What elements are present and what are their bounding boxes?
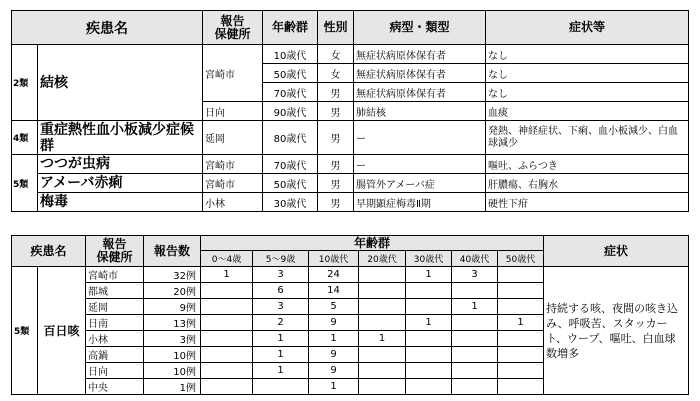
header-count: 報告数 (144, 236, 201, 267)
age-header: 50歳代 (498, 251, 544, 267)
office-cell: 日向 (203, 102, 263, 121)
age-cell: 1 (359, 331, 406, 347)
age-cell (406, 379, 452, 395)
age-cell: 9 (309, 315, 359, 331)
count-cell: 13例 (144, 315, 201, 331)
age-cell: 1 (452, 299, 498, 315)
age-cell (498, 299, 544, 315)
class-label: 4類 (12, 121, 38, 155)
age-cell (406, 299, 452, 315)
age-cell (498, 347, 544, 363)
age-header: 40歳代 (452, 251, 498, 267)
header-sex: 性別 (318, 11, 354, 45)
age-cell: 30歳代 (263, 193, 318, 212)
age-header: 0～4歳 (201, 251, 253, 267)
age-cell: 1 (253, 331, 309, 347)
table-row (12, 155, 689, 174)
age-cell (452, 331, 498, 347)
count-cell: 1例 (144, 379, 201, 395)
age-cell: 24 (309, 267, 359, 283)
age-cell (452, 283, 498, 299)
disease-name: 結核 (38, 45, 203, 121)
age-cell (253, 379, 309, 395)
age-cell (406, 283, 452, 299)
symptom-cell: 血痰 (486, 102, 689, 121)
sex-cell: 男 (318, 102, 354, 121)
age-cell (498, 363, 544, 379)
class-label: 5類 (12, 267, 38, 395)
age-cell: 80歳代 (263, 121, 318, 155)
class-label: 2類 (12, 45, 38, 121)
office-cell: 小林 (86, 331, 144, 347)
age-cell: 1 (406, 267, 452, 283)
age-header: 20歳代 (359, 251, 406, 267)
table-row (12, 267, 689, 283)
age-cell: 1 (498, 315, 544, 331)
symptom-cell: 嘔吐、ふらつき (486, 155, 689, 174)
age-cell (359, 283, 406, 299)
age-cell: 3 (452, 267, 498, 283)
age-header: 10歳代 (309, 251, 359, 267)
table-row (12, 193, 689, 212)
age-header: 30歳代 (406, 251, 452, 267)
age-cell (359, 379, 406, 395)
count-cell: 10例 (144, 363, 201, 379)
infectious-disease-report-table (11, 10, 689, 212)
age-cell: 9 (309, 363, 359, 379)
type-cell: 肺結核 (354, 102, 486, 121)
age-cell (498, 331, 544, 347)
age-cell (359, 299, 406, 315)
office-cell: 宮崎市 (86, 267, 144, 283)
age-cell (498, 379, 544, 395)
age-cell: 1 (309, 331, 359, 347)
table-row (12, 174, 689, 193)
disease-name: 梅毒 (38, 193, 203, 212)
age-cell: 10歳代 (263, 45, 318, 64)
age-cell (359, 315, 406, 331)
age-cell (452, 347, 498, 363)
header-type: 病型・類型 (354, 11, 486, 45)
age-cell (359, 363, 406, 379)
age-cell: 6 (253, 283, 309, 299)
office-cell: 日向 (86, 363, 144, 379)
age-cell (359, 347, 406, 363)
symptom-cell: 硬性下疳 (486, 193, 689, 212)
table-row (12, 121, 689, 155)
header-symptoms: 症状等 (486, 11, 689, 45)
header-office: 報告 保健所 (86, 236, 144, 267)
header-age: 年齢群 (263, 11, 318, 45)
age-cell (359, 267, 406, 283)
disease-name: 百日咳 (38, 267, 86, 395)
sex-cell: 男 (318, 121, 354, 155)
type-cell: 早期顕症梅毒Ⅱ期 (354, 193, 486, 212)
age-cell (498, 267, 544, 283)
office-cell: 小林 (203, 193, 263, 212)
disease-name: 重症熱性血小板減少症候群 (38, 121, 203, 155)
office-cell: 日南 (86, 315, 144, 331)
symptom-cell: なし (486, 64, 689, 83)
count-cell: 3例 (144, 331, 201, 347)
sex-cell: 男 (318, 174, 354, 193)
sex-cell: 女 (318, 64, 354, 83)
age-cell (201, 363, 253, 379)
age-cell (201, 331, 253, 347)
age-cell: 70歳代 (263, 83, 318, 102)
office-cell: 高鍋 (86, 347, 144, 363)
age-cell: 50歳代 (263, 64, 318, 83)
type-cell: 無症状病原体保有者 (354, 45, 486, 64)
age-header: 5～9歳 (253, 251, 309, 267)
office-cell: 宮崎市 (203, 155, 263, 174)
age-cell (201, 299, 253, 315)
age-cell: 14 (309, 283, 359, 299)
age-cell (452, 315, 498, 331)
office-cell: 延岡 (203, 121, 263, 155)
age-cell (201, 347, 253, 363)
office-cell: 都城 (86, 283, 144, 299)
age-cell: 2 (253, 315, 309, 331)
count-cell: 20例 (144, 283, 201, 299)
type-cell: 無症状病原体保有者 (354, 64, 486, 83)
count-cell: 10例 (144, 347, 201, 363)
table-row (12, 45, 689, 64)
pertussis-report-table (11, 235, 689, 395)
type-cell: ー (354, 155, 486, 174)
symptom-cell: 肝膿瘍、右胸水 (486, 174, 689, 193)
disease-name: アメーバ赤痢 (38, 174, 203, 193)
office-cell: 宮崎市 (203, 174, 263, 193)
age-cell (498, 283, 544, 299)
age-cell (201, 283, 253, 299)
age-cell: 90歳代 (263, 102, 318, 121)
class-label: 5類 (12, 155, 38, 212)
age-cell: 3 (253, 267, 309, 283)
age-cell (201, 315, 253, 331)
age-cell (406, 363, 452, 379)
count-cell: 9例 (144, 299, 201, 315)
sex-cell: 男 (318, 193, 354, 212)
symptom-cell: なし (486, 83, 689, 102)
age-cell (406, 331, 452, 347)
sex-cell: 男 (318, 155, 354, 174)
header-disease: 疾患名 (12, 11, 203, 45)
sex-cell: 女 (318, 45, 354, 64)
type-cell: ー (354, 121, 486, 155)
age-cell: 1 (201, 267, 253, 283)
age-cell (452, 363, 498, 379)
header-office: 報告 保健所 (203, 11, 263, 45)
age-cell: 9 (309, 347, 359, 363)
age-cell: 3 (253, 299, 309, 315)
age-cell: 70歳代 (263, 155, 318, 174)
age-cell: 50歳代 (263, 174, 318, 193)
symptom-cell: なし (486, 45, 689, 64)
age-cell: 5 (309, 299, 359, 315)
office-cell: 宮崎市 (203, 45, 263, 102)
disease-name: つつが虫病 (38, 155, 203, 174)
office-cell: 中央 (86, 379, 144, 395)
sex-cell: 男 (318, 83, 354, 102)
symptom-cell: 持続する咳、夜間の咳き込み、呼吸苦、スタッカート、ウープ、嘔吐、白血球数増多 (544, 267, 689, 395)
age-cell: 1 (253, 363, 309, 379)
symptom-cell: 発熱、神経症状、下痢、血小板減少、白血球減少 (486, 121, 689, 155)
age-cell: 1 (309, 379, 359, 395)
age-cell: 1 (406, 315, 452, 331)
age-cell (452, 379, 498, 395)
type-cell: 無症状病原体保有者 (354, 83, 486, 102)
header-age-group: 年齢群 (201, 236, 544, 251)
age-cell (201, 379, 253, 395)
type-cell: 腸管外アメーバ症 (354, 174, 486, 193)
age-cell: 1 (253, 347, 309, 363)
header-disease: 疾患名 (12, 236, 86, 267)
age-cell (406, 347, 452, 363)
count-cell: 32例 (144, 267, 201, 283)
header-symptoms: 症状 (544, 236, 689, 267)
office-cell: 延岡 (86, 299, 144, 315)
